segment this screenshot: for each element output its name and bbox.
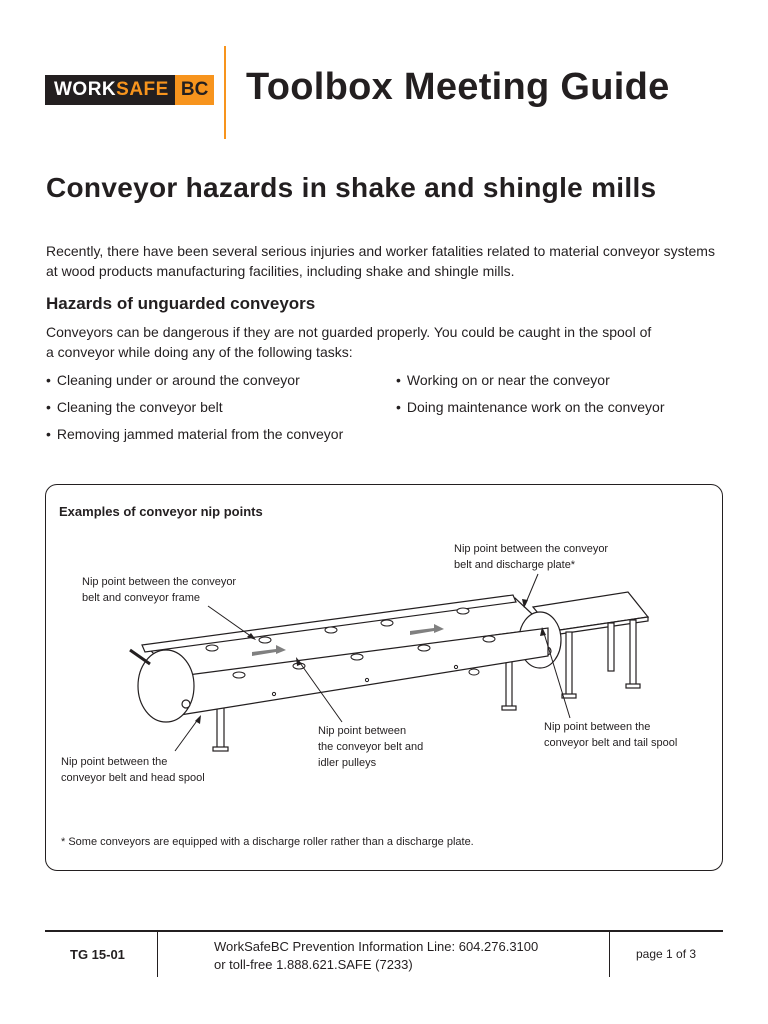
list-item: • Removing jammed material from the conveyor [46, 424, 343, 451]
list-item: • Doing maintenance work on the conveyor [396, 397, 665, 424]
label-idler-nip: Nip point between the conveyor belt and idler pulleys [318, 725, 424, 769]
intro-line-1: Recently, there have been several serious injuries and worker fatalities related to material conveyor systems [46, 243, 715, 259]
section-line-2: a conveyor while doing any of the following tasks: [46, 344, 353, 360]
intro-line-2: at wood products manufacturing facilities, including shake and shingle mills. [46, 263, 515, 279]
section-heading: Hazards of unguarded conveyors [46, 294, 316, 313]
label-tail-spool-nip: Nip point between the conveyor belt and tail spool [544, 721, 678, 749]
document-title: Conveyor hazards in shake and shingle mills [46, 172, 657, 203]
footer-divider-right [609, 932, 610, 977]
label-discharge-plate-nip: Nip point between the conveyor belt and discharge plate* [454, 543, 609, 571]
list-item: • Cleaning under or around the conveyor [46, 370, 343, 397]
section-line-1: Conveyors can be dangerous if they are not guarded properly. You could be caught in the spool of [46, 324, 652, 340]
label-head-spool-nip: Nip point between the conveyor belt and head spool [61, 756, 205, 784]
figure-title: Examples of conveyor nip points [59, 504, 263, 519]
page-number: page 1 of 3 [636, 947, 697, 961]
contact-line-1: WorkSafeBC Prevention Information Line: 604.276.3100 [214, 939, 539, 954]
footer-rule [45, 930, 723, 932]
footer-divider-left [157, 932, 158, 977]
contact-info [214, 938, 538, 974]
contact-line-2: or toll-free 1.888.621.SAFE (7233) [214, 957, 413, 972]
document-code: TG 15-01 [70, 947, 125, 962]
page-title: Toolbox Meeting Guide [246, 66, 670, 108]
list-item: • Working on or near the conveyor [396, 370, 665, 397]
logo-safe-text: SAFE [116, 79, 169, 100]
logo-bc-text: BC [175, 75, 214, 105]
label-frame-nip: Nip point between the conveyor belt and conveyor frame [82, 576, 237, 604]
figure-footnote: * Some conveyors are equipped with a discharge roller rather than a discharge plate. [61, 836, 474, 848]
list-item: • Cleaning the conveyor belt [46, 397, 343, 424]
logo-work-text: WORK [54, 79, 117, 100]
